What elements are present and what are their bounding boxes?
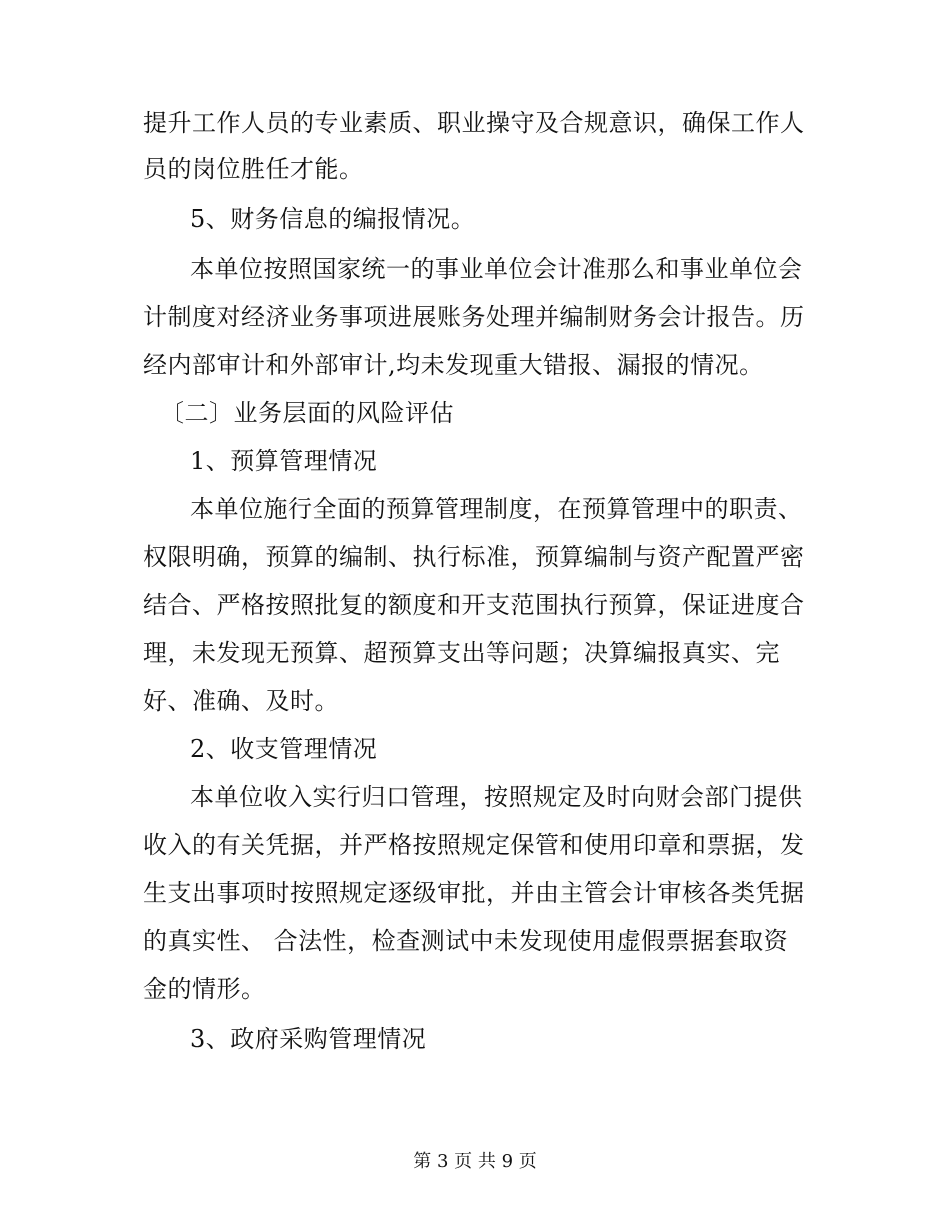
paragraph-line: 计制度对经济业务事项进展账务处理并编制财务会计报告。历: [143, 303, 805, 331]
paragraph-line: 经内部审计和外部审计,均未发现重大错报、漏报的情况。: [143, 351, 764, 379]
paragraph-line: 收入的有关凭据，并严格按照规定保管和使用印章和票据，发: [143, 831, 805, 859]
paragraph-line: 本单位按照国家统一的事业单位会计准那么和事业单位会: [190, 255, 803, 283]
paragraph-line: 理，未发现无预算、超预算支出等问题；决算编报真实、完: [143, 639, 780, 667]
section-heading: 2、收支管理情况: [190, 735, 378, 763]
paragraph-line: 员的岗位胜任才能。: [143, 155, 364, 183]
section-heading: 5、财务信息的编报情况。: [190, 205, 476, 233]
section-heading: 1、预算管理情况: [190, 447, 378, 475]
paragraph-line: 金的情形。: [143, 975, 266, 1003]
paragraph-line: 的真实性、 合法性，检查测试中未发现使用虚假票据套取资: [143, 927, 789, 955]
section-heading: 〔二〕业务层面的风险评估: [160, 399, 454, 427]
paragraph-line: 提升工作人员的专业素质、职业操守及合规意识，确保工作人: [143, 109, 805, 137]
paragraph-line: 好、准确、及时。: [143, 687, 339, 715]
paragraph-line: 生支出事项时按照规定逐级审批，并由主管会计审核各类凭据: [143, 879, 805, 907]
paragraph-line: 本单位施行全面的预算管理制度，在预算管理中的职责、: [190, 495, 803, 523]
paragraph-line: 本单位收入实行归口管理，按照规定及时向财会部门提供: [190, 783, 803, 811]
paragraph-line: 权限明确，预算的编制、执行标准，预算编制与资产配置严密: [143, 543, 805, 571]
paragraph-line: 结合、严格按照批复的额度和开支范围执行预算，保证进度合: [143, 591, 805, 619]
page-number-footer: 第 3 页 共 9 页: [413, 1151, 537, 1172]
section-heading: 3、政府采购管理情况: [190, 1025, 427, 1053]
